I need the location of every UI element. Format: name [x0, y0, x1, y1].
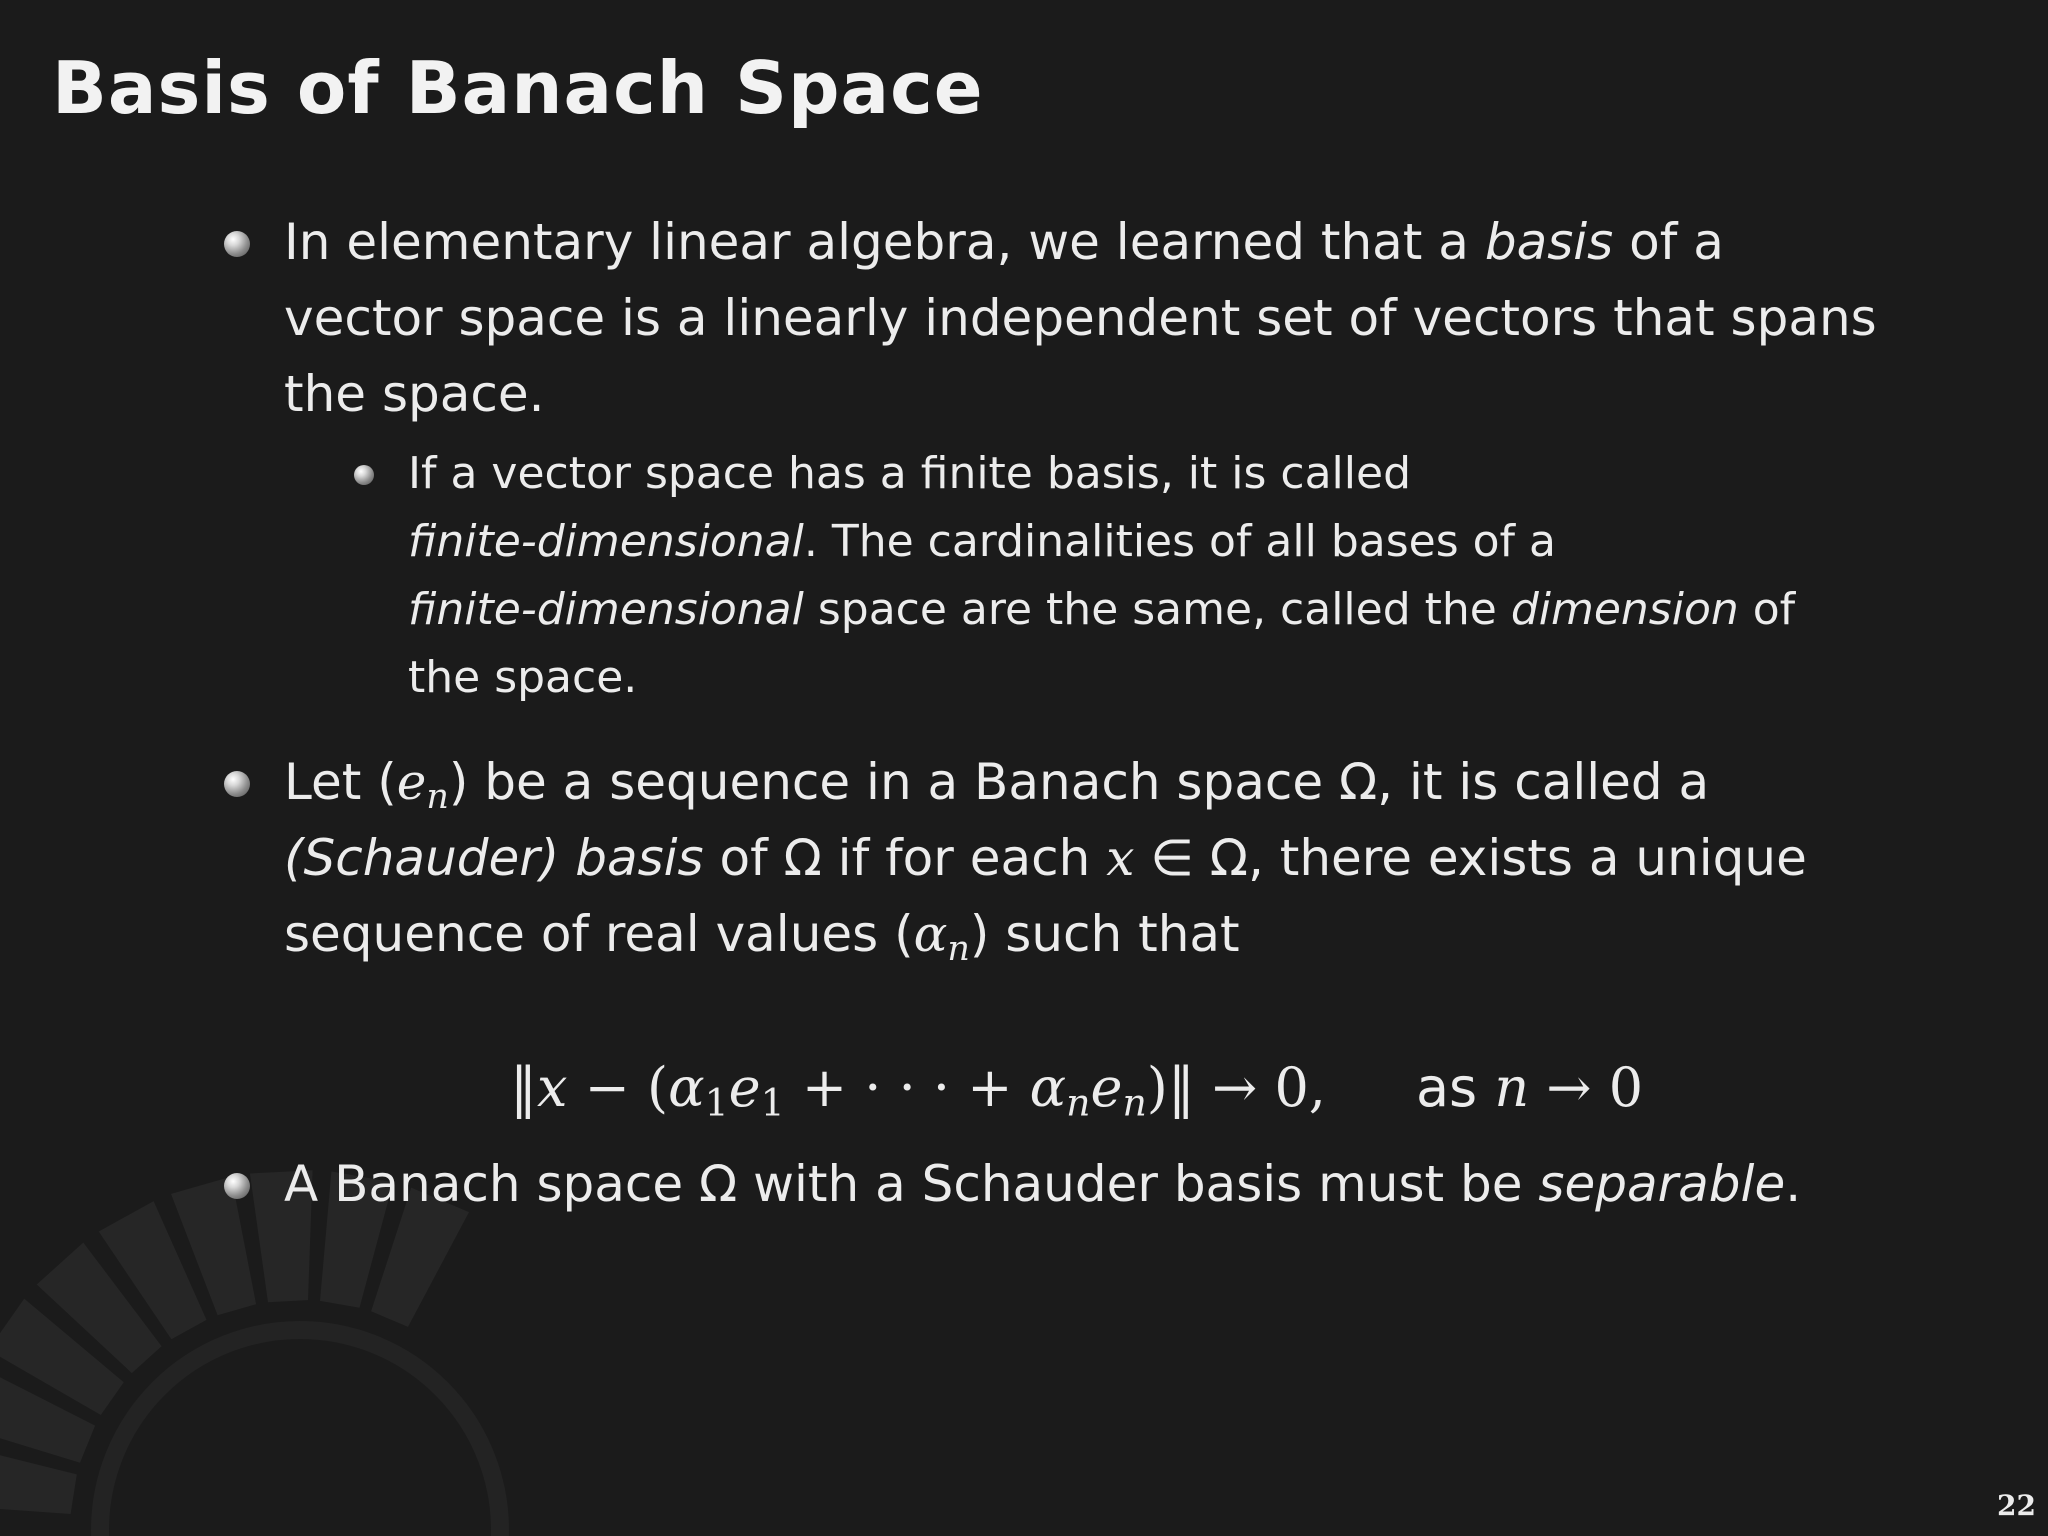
sub-bullet-line-2: finite-dimensional. The cardinalities of all bases of a: [408, 516, 1556, 567]
schauder-equation: ‖x − ($\alpha_1e_1$ + · · · + $\alpha_ne_n)‖ \to 0$, as n → 0: [510, 1056, 1644, 1125]
sub-bullet-icon: [354, 465, 374, 485]
seal-ring: [100, 1330, 500, 1536]
bullet-2-line-3: sequence of real values $(\alpha_n)$ such that: [284, 905, 1240, 969]
sub-bullet-line-1: If a vector space has a finite basis, it is called: [408, 448, 1411, 499]
slide-title: Basis of Banach Space: [52, 46, 984, 130]
sub-bullet-line-3: finite-dimensional space are the same, called the dimension of: [408, 584, 1796, 635]
page-number: 22: [1997, 1489, 2036, 1522]
bullet-icon: [224, 1173, 250, 1199]
bullet-2-line-2: (Schauder) basis of Ω if for each x ∈ Ω, there exists a unique: [284, 829, 1807, 887]
bullet-1-line-2: vector space is a linearly independent set of vectors that spans: [284, 289, 1877, 347]
bullet-1-line-1: In elementary linear algebra, we learned that a basis of a: [284, 213, 1724, 271]
bullet-1-line-3: the space.: [284, 365, 545, 423]
bullet-2-line-1: Let $(e_n)$ be a sequence in a Banach space Ω, it is called a: [284, 753, 1710, 817]
bullet-icon: [224, 771, 250, 797]
sub-bullet-line-4: the space.: [408, 652, 638, 703]
bullet-icon: [224, 231, 250, 257]
bullet-3-line-1: A Banach space Ω with a Schauder basis must be separable.: [284, 1155, 1802, 1213]
